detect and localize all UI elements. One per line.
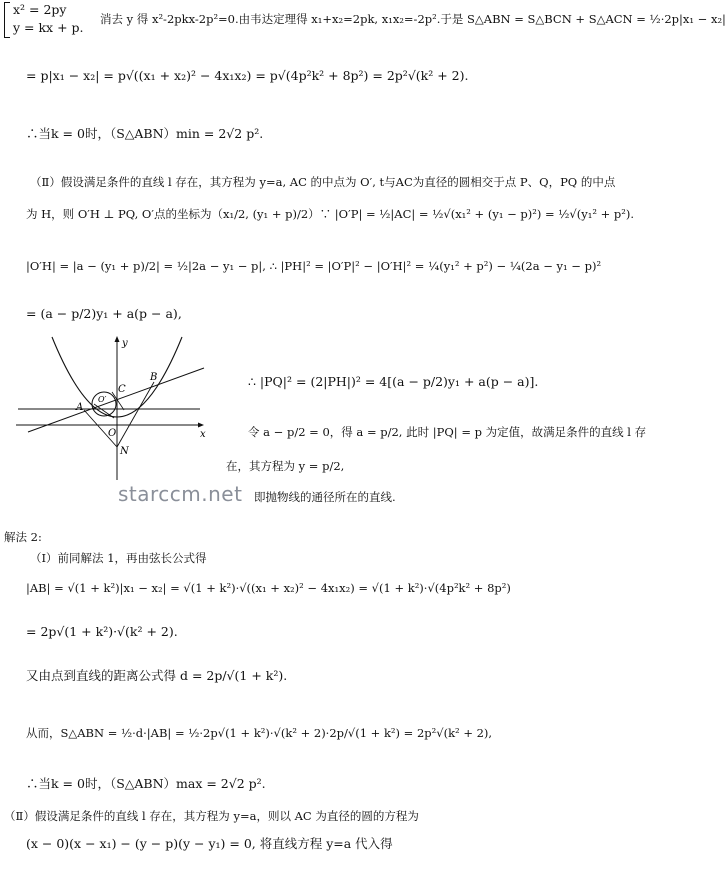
watermark: starccm.net	[118, 482, 243, 506]
text-line-5: 为 H，则 O′H ⊥ PQ, O′点的坐标为（x₁/2, (y₁ + p)/2）∵ |O′P| = ½|AC| = ½√(x₁² + (y₁ − p)²) = ½√(y₁² + p²).	[26, 207, 635, 221]
text-line-6: |O′H| = |a − (y₁ + p)/2| = ½|2a − y₁ − p|, ∴ |PH|² = |O′P|² − |O′H|² = ¼(y₁² + p²) − ¼(2a − y₁ − p)²	[26, 259, 602, 273]
text-line-16: 又由点到直线的距离公式得 d = 2p/√(1 + k²).	[26, 668, 288, 683]
text-line-7: = (a − p/2)y₁ + a(p − a),	[26, 306, 182, 321]
text-line-2: = p|x₁ − x₂| = p√((x₁ + x₂)² − 4x₁x₂) = p√(4p²k² + 8p²) = 2p²√(k² + 2).	[26, 68, 469, 83]
text-line-17: 从而，S△ABN = ½·d·|AB| = ½·2p√(1 + k²)·√(k² + 2)·2p/√(1 + k²) = 2p²√(k² + 2),	[26, 726, 493, 740]
axis-label-y: y	[122, 338, 128, 349]
text-line-1: 消去 y 得 x²-2pkx-2p²=0.由韦达定理得 x₁+x₂=2pk, x₁x₂=-2p².于是 S△ABN = S△BCN + S△ACN = ½·2p|x₁ − x₂|	[100, 12, 726, 26]
text-line-20: (x − 0)(x − x₁) − (y − p)(y − y₁) = 0, 将直线方程 y=a 代入得	[26, 836, 393, 851]
text-line-8: ∴ |PQ|² = (2|PH|)² = 4[(a − p/2)y₁ + a(p − a)].	[248, 374, 539, 389]
point-label-n: N	[120, 446, 129, 457]
system-equation-1: x² = 2py	[13, 2, 67, 17]
text-line-18: ∴当k = 0时，（S△ABN）max = 2√2 p².	[26, 776, 266, 791]
point-label-o: O	[108, 428, 117, 439]
axis-label-x: x	[200, 429, 206, 440]
system-brace	[4, 2, 10, 38]
text-line-3: ∴当k = 0时，（S△ABN）min = 2√2 p².	[26, 126, 264, 141]
text-line-9: 令 a − p/2 = 0，得 a = p/2, 此时 |PQ| = p 为定值，故满足条件的直线 l 存	[248, 425, 647, 439]
section-heading-method-2: 解法 2:	[4, 530, 42, 544]
text-line-15: = 2p√(1 + k²)·√(k² + 2).	[26, 624, 178, 639]
text-line-14: |AB| = √(1 + k²)|x₁ − x₂| = √(1 + k²)·√((x₁ + x₂)² − 4x₁x₂) = √(1 + k²)·√(4p²k² + 8p²)	[26, 581, 511, 595]
point-label-center: O′	[98, 395, 107, 404]
point-label-c: C	[118, 384, 126, 395]
text-line-4: （Ⅱ）假设满足条件的直线 l 存在，其方程为 y=a, AC 的中点为 O′, t与AC为直径的圆相交于点 P、Q，PQ 的中点	[30, 175, 616, 189]
text-line-13: （Ⅰ）前同解法 1，再由弦长公式得	[30, 551, 207, 565]
text-line-11: 即抛物线的通径所在的直线.	[254, 490, 396, 504]
parabola-figure	[14, 332, 214, 482]
text-line-19: （Ⅱ）假设满足条件的直线 l 存在，其方程为 y=a，则以 AC 为直径的圆的方程为	[4, 809, 419, 823]
point-label-a: A	[76, 402, 84, 413]
point-label-b: B	[150, 372, 158, 383]
text-line-10: 在，其方程为 y = p/2,	[226, 459, 345, 473]
system-equation-2: y = kx + p.	[13, 20, 84, 35]
